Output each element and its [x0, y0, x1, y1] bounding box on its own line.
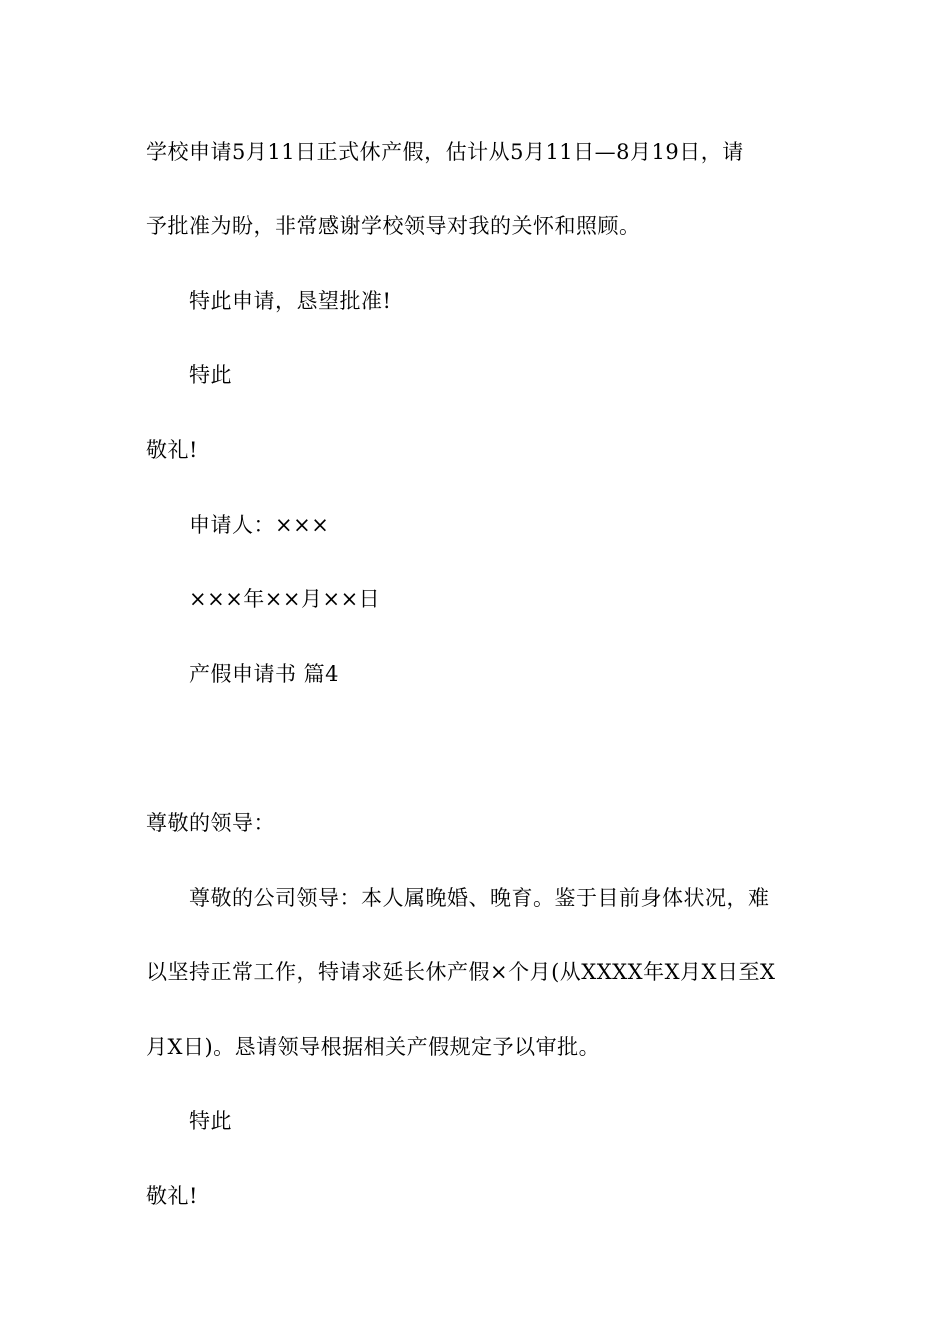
applicant-line: 申请人：×××: [189, 513, 330, 537]
section-heading: 产假申请书 篇4: [189, 662, 340, 686]
request-closing: 特此申请，恳望批准!: [189, 289, 392, 313]
paragraph-line-1: 学校申请5月11日正式休产假，估计从5月11日—8月19日，请: [146, 140, 744, 164]
salutation-jingli: 敬礼!: [146, 438, 198, 462]
salutation-teci: 特此: [189, 363, 232, 387]
body-line-3: 月X日)。恳请领导根据相关产假规定予以审批。: [146, 1035, 601, 1059]
greeting-line: 尊敬的领导：: [146, 811, 275, 835]
paragraph-line-2: 予批准为盼，非常感谢学校领导对我的关怀和照顾。: [146, 214, 641, 238]
body-line-1: 尊敬的公司领导：本人属晚婚、晚育。鉴于目前身体状况，难: [189, 886, 770, 910]
body-line-2: 以坚持正常工作，特请求延长休产假×个月(从XXXX年X月X日至X: [146, 960, 776, 984]
salutation-teci-2: 特此: [189, 1109, 232, 1133]
salutation-jingli-2: 敬礼!: [146, 1184, 198, 1208]
date-line: ×××年××月××日: [189, 587, 381, 611]
